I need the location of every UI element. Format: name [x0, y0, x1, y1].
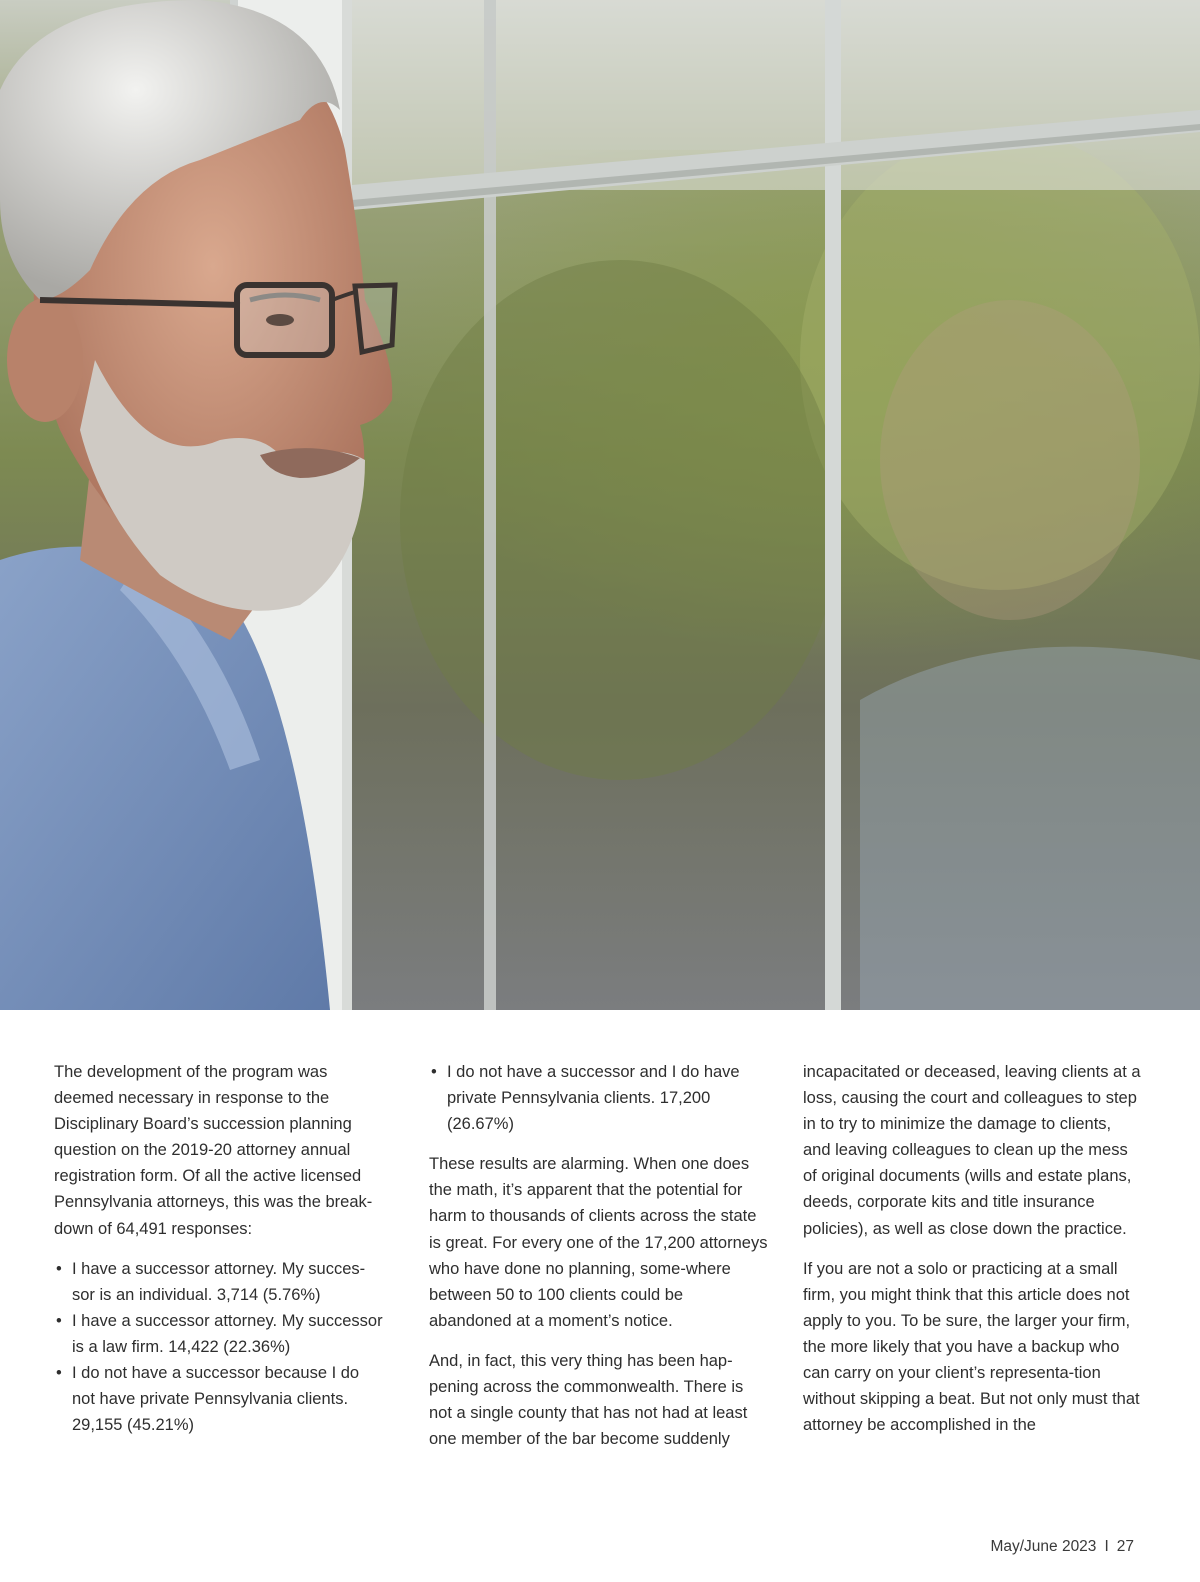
- paragraph: The development of the program was deemed necessary in response to the Disciplinary Board’s succession planning question on the 2019-20 attorney annual registration form. Of all the active licensed Pennsylvania attorneys, this was the break-down of 64,491 responses:: [54, 1063, 373, 1238]
- paragraph: These results are alarming. When one does the math, it’s apparent that the potential for harm to thousands of clients across the state is great. For every one of the 17,200 attorneys who have done no planning, some-where between 50 to 100 clients could be abandoned at a moment’s notice.: [429, 1155, 768, 1330]
- bullet-list: [54, 1256, 384, 1439]
- paragraph: And, in fact, this very thing has been hap-pening across the commonwealth. There is not a single county that has not had at least one member of the bar become suddenly: [429, 1351, 748, 1449]
- issue-date: May/June 2023: [990, 1538, 1097, 1555]
- paragraph: incapacitated or deceased, leaving clients at a loss, causing the court and colleagues to step in to try to minimize the damage to clients, and leaving colleagues to clean up the mess of original documents (wills and estate plans, deeds, corporate kits and title insurance policies), as well as close down the practice.: [803, 1063, 1141, 1238]
- list-item: • I do not have a successor and I do have private Pennsylvania clients. 17,200 (26.67%): [429, 1059, 769, 1137]
- footer-separator: I: [1104, 1538, 1109, 1555]
- column-3: [803, 1059, 1143, 1452]
- page-number: 27: [1116, 1538, 1134, 1555]
- page-footer: [990, 1538, 1134, 1556]
- column-2: [429, 1059, 769, 1466]
- column-1: [54, 1059, 384, 1452]
- paragraph: If you are not a solo or practicing at a small firm, you might think that this article does not apply to you. To be sure, the larger your firm, the more likely that you have a backup who can carry on your client’s representa-tion without skipping a beat. But not only must that attorney be accomplished in the: [803, 1259, 1140, 1435]
- list-item: • I have a successor attorney. My successor is a law firm. 14,422 (22.36%): [54, 1308, 384, 1360]
- bullet-list: [429, 1059, 769, 1137]
- list-item: • I do not have a successor because I do not have private Pennsylvania clients. 29,155 (45.21%): [54, 1360, 384, 1438]
- list-item: • I have a successor attorney. My succes-sor is an individual. 3,714 (5.76%): [54, 1256, 384, 1308]
